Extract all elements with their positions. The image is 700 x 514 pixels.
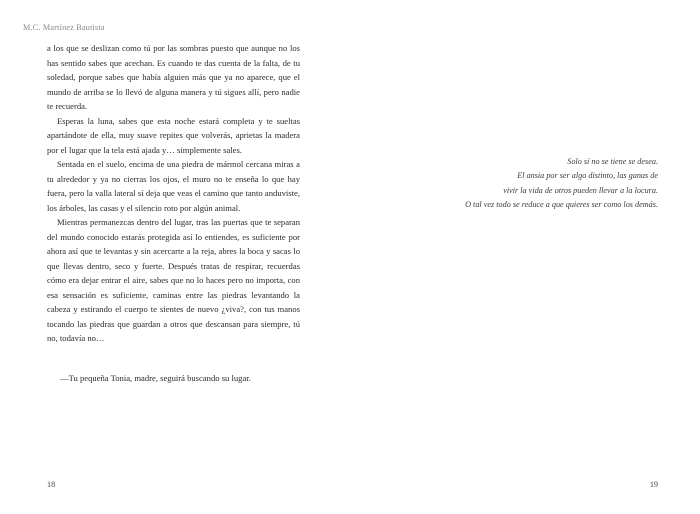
epigraph: [418, 155, 658, 212]
running-head-author: M.C. Martínez Bautista: [23, 23, 105, 32]
paragraph: Esperas la luna, sabes que esta noche estará completa y te sueltas apartándote de ella, muy suave repites que volverás, aprietas la madera por el lugar que la tela está ajada y… simplemente sales.: [47, 115, 300, 155]
epigraph-line: El ansia por ser algo distinto, las ganas de: [517, 171, 658, 181]
paragraph: Sentada en el suelo, encima de una piedra de mármol cercana miras a tu alrededor y ya no cierras los ojos, el muro no te enseña lo que hay fuera, pero la valla lateral sí deja que veas el camino que tanto anduviste, los árboles, las casas y el silencio roto por algún animal.: [47, 159, 300, 213]
closing-line: —Tu pequeña Tonia, madre, seguirá buscando su lugar.: [60, 373, 251, 383]
epigraph-line: Solo sí no se tiene se desea.: [567, 157, 658, 166]
right-page: [350, 0, 700, 514]
epigraph-line: vivir la vida de otros pueden llevar a la locura.: [503, 185, 658, 195]
paragraph: a los que se deslizan como tú por las sombras puesto que aunque no los has sentido sabes que acechan. Es cuando te das cuenta de la falta, de tu soledad, porque sabes que había alguien más que ya no aparece, que el mundo de arriba se lo llevó de alguna manera y tú sigues allí, pero nadie te recuerda.: [47, 43, 300, 111]
paragraph: Mientras permanezcas dentro del lugar, tras las puertas que te separan del mundo conocido estarás protegida así lo entiendes, es suficiente por ahora así que te levantas y sin acercarte a la reja, abres la boca y sacas lo que llevas dentro, seco y fuerte. Después tratas de respirar, recuerdas cómo era dejar entrar el aire, sabes que no lo haces pero no importa, con esa sensación es suficiente, caminas entre las piedras levantando la cabeza y estirando el cuerpo te sientes de nuevo ¿viva?, con tus manos tocando las piedras que guardan a otros que descansan para siempre, tú no, todavía no…: [47, 217, 300, 343]
page-number-right: 19: [649, 480, 658, 489]
epigraph-line: O tal vez todo se reduce a que quieres ser como los demás.: [465, 199, 658, 209]
page-number-left: 18: [47, 480, 56, 489]
body-text: [47, 41, 300, 346]
